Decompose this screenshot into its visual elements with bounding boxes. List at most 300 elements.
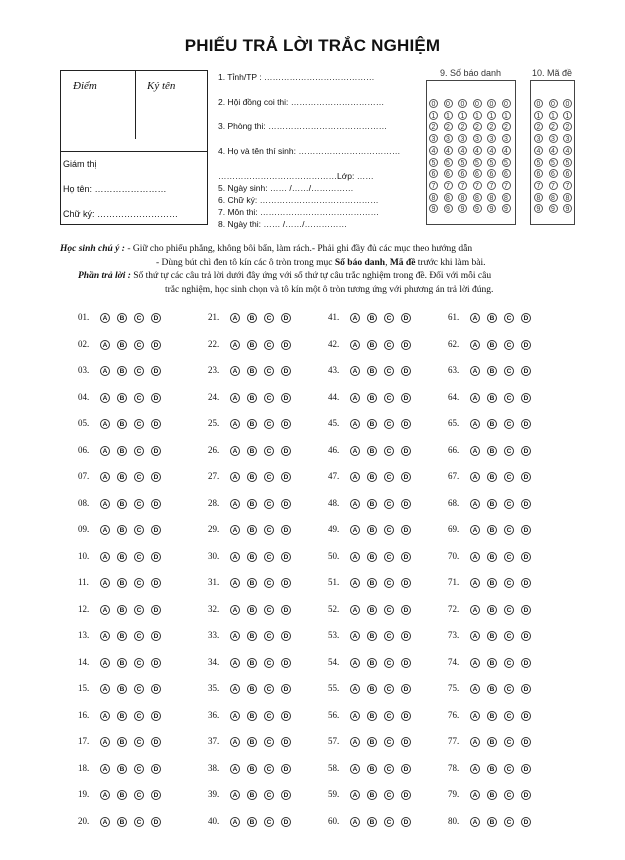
answer-bubble-c[interactable]: C <box>384 393 394 403</box>
id-digit-bubble[interactable]: 1 <box>428 110 439 120</box>
id-digit-bubble[interactable]: 5 <box>457 157 468 167</box>
answer-bubble-c[interactable]: C <box>504 393 514 403</box>
answer-bubble-a[interactable]: A <box>470 790 480 800</box>
answer-bubble-a[interactable]: A <box>230 711 240 721</box>
answer-bubble-c[interactable]: C <box>384 419 394 429</box>
answer-bubble-c[interactable]: C <box>264 499 274 509</box>
answer-bubble-c[interactable]: C <box>384 366 394 376</box>
answer-bubble-b[interactable]: B <box>117 578 127 588</box>
answer-bubble-b[interactable]: B <box>487 525 497 535</box>
answer-bubble-d[interactable]: D <box>521 737 531 747</box>
answer-bubble-d[interactable]: D <box>401 366 411 376</box>
answer-bubble-b[interactable]: B <box>487 419 497 429</box>
answer-bubble-a[interactable]: A <box>470 578 480 588</box>
answer-bubble-a[interactable]: A <box>100 658 110 668</box>
answer-bubble-a[interactable]: A <box>230 446 240 456</box>
id-digit-bubble[interactable]: 1 <box>486 110 497 120</box>
answer-bubble-b[interactable]: B <box>117 472 127 482</box>
answer-bubble-c[interactable]: C <box>264 525 274 535</box>
id-digit-bubble[interactable]: 0 <box>533 98 544 108</box>
answer-bubble-d[interactable]: D <box>401 684 411 694</box>
answer-bubble-d[interactable]: D <box>151 764 161 774</box>
answer-bubble-a[interactable]: A <box>100 446 110 456</box>
answer-bubble-a[interactable]: A <box>350 419 360 429</box>
id-digit-bubble[interactable]: 6 <box>457 168 468 178</box>
answer-bubble-c[interactable]: C <box>134 658 144 668</box>
answer-bubble-d[interactable]: D <box>281 764 291 774</box>
id-digit-bubble[interactable]: 9 <box>486 203 497 213</box>
answer-bubble-a[interactable]: A <box>350 552 360 562</box>
answer-bubble-d[interactable]: D <box>281 605 291 615</box>
id-digit-bubble[interactable]: 6 <box>548 168 559 178</box>
answer-bubble-a[interactable]: A <box>470 340 480 350</box>
answer-bubble-b[interactable]: B <box>117 631 127 641</box>
answer-bubble-d[interactable]: D <box>401 790 411 800</box>
exam-date-field[interactable]: 8. Ngày thi: …… /……/…………… <box>218 219 347 229</box>
answer-bubble-a[interactable]: A <box>350 737 360 747</box>
id-digit-bubble[interactable]: 9 <box>501 203 512 213</box>
answer-bubble-c[interactable]: C <box>134 340 144 350</box>
id-digit-bubble[interactable]: 8 <box>562 192 573 202</box>
answer-bubble-b[interactable]: B <box>247 631 257 641</box>
answer-bubble-d[interactable]: D <box>151 817 161 827</box>
id-digit-bubble[interactable]: 4 <box>428 145 439 155</box>
answer-bubble-b[interactable]: B <box>367 446 377 456</box>
answer-bubble-d[interactable]: D <box>281 711 291 721</box>
id-digit-bubble[interactable]: 4 <box>501 145 512 155</box>
answer-bubble-d[interactable]: D <box>521 790 531 800</box>
id-digit-bubble[interactable]: 4 <box>472 145 483 155</box>
answer-bubble-c[interactable]: C <box>134 366 144 376</box>
id-digit-bubble[interactable]: 1 <box>472 110 483 120</box>
answer-bubble-a[interactable]: A <box>100 499 110 509</box>
answer-bubble-a[interactable]: A <box>230 631 240 641</box>
id-digit-bubble[interactable]: 5 <box>501 157 512 167</box>
id-digit-bubble[interactable]: 7 <box>443 180 454 190</box>
answer-bubble-a[interactable]: A <box>470 631 480 641</box>
id-digit-bubble[interactable]: 1 <box>562 110 573 120</box>
answer-bubble-a[interactable]: A <box>230 578 240 588</box>
answer-bubble-a[interactable]: A <box>470 366 480 376</box>
answer-bubble-c[interactable]: C <box>384 658 394 668</box>
answer-bubble-b[interactable]: B <box>367 711 377 721</box>
answer-bubble-a[interactable]: A <box>230 472 240 482</box>
answer-bubble-d[interactable]: D <box>281 552 291 562</box>
answer-bubble-a[interactable]: A <box>230 684 240 694</box>
answer-bubble-b[interactable]: B <box>247 817 257 827</box>
answer-bubble-b[interactable]: B <box>367 684 377 694</box>
answer-bubble-a[interactable]: A <box>470 711 480 721</box>
answer-bubble-c[interactable]: C <box>134 684 144 694</box>
answer-bubble-b[interactable]: B <box>367 552 377 562</box>
answer-bubble-b[interactable]: B <box>487 446 497 456</box>
answer-bubble-d[interactable]: D <box>151 631 161 641</box>
answer-bubble-b[interactable]: B <box>247 499 257 509</box>
id-digit-bubble[interactable]: 1 <box>533 110 544 120</box>
answer-bubble-c[interactable]: C <box>264 578 274 588</box>
answer-bubble-b[interactable]: B <box>117 658 127 668</box>
answer-bubble-c[interactable]: C <box>134 817 144 827</box>
answer-bubble-b[interactable]: B <box>117 605 127 615</box>
answer-bubble-a[interactable]: A <box>100 790 110 800</box>
answer-bubble-a[interactable]: A <box>350 472 360 482</box>
answer-bubble-a[interactable]: A <box>230 340 240 350</box>
answer-bubble-c[interactable]: C <box>504 578 514 588</box>
id-digit-bubble[interactable]: 1 <box>548 110 559 120</box>
id-digit-bubble[interactable]: 8 <box>533 192 544 202</box>
answer-bubble-d[interactable]: D <box>151 419 161 429</box>
id-digit-bubble[interactable]: 5 <box>548 157 559 167</box>
id-digit-bubble[interactable]: 9 <box>472 203 483 213</box>
answer-bubble-a[interactable]: A <box>350 525 360 535</box>
answer-bubble-c[interactable]: C <box>504 446 514 456</box>
id-digit-bubble[interactable]: 5 <box>428 157 439 167</box>
answer-bubble-a[interactable]: A <box>100 393 110 403</box>
answer-bubble-d[interactable]: D <box>401 340 411 350</box>
answer-bubble-a[interactable]: A <box>350 684 360 694</box>
answer-bubble-b[interactable]: B <box>487 472 497 482</box>
answer-bubble-b[interactable]: B <box>367 578 377 588</box>
answer-bubble-d[interactable]: D <box>151 790 161 800</box>
answer-bubble-c[interactable]: C <box>504 313 514 323</box>
answer-bubble-a[interactable]: A <box>350 446 360 456</box>
answer-bubble-c[interactable]: C <box>384 313 394 323</box>
id-digit-bubble[interactable]: 3 <box>443 133 454 143</box>
answer-bubble-c[interactable]: C <box>504 525 514 535</box>
answer-bubble-c[interactable]: C <box>264 393 274 403</box>
answer-bubble-d[interactable]: D <box>401 578 411 588</box>
answer-bubble-a[interactable]: A <box>470 446 480 456</box>
answer-bubble-c[interactable]: C <box>504 790 514 800</box>
answer-bubble-b[interactable]: B <box>367 419 377 429</box>
answer-bubble-a[interactable]: A <box>470 817 480 827</box>
answer-bubble-d[interactable]: D <box>281 658 291 668</box>
answer-bubble-d[interactable]: D <box>151 684 161 694</box>
answer-bubble-d[interactable]: D <box>281 737 291 747</box>
id-digit-bubble[interactable]: 9 <box>443 203 454 213</box>
answer-bubble-b[interactable]: B <box>487 658 497 668</box>
id-digit-bubble[interactable]: 0 <box>501 98 512 108</box>
answer-bubble-c[interactable]: C <box>264 313 274 323</box>
answer-bubble-a[interactable]: A <box>350 817 360 827</box>
answer-bubble-b[interactable]: B <box>367 499 377 509</box>
answer-bubble-d[interactable]: D <box>151 605 161 615</box>
answer-bubble-b[interactable]: B <box>117 313 127 323</box>
id-digit-bubble[interactable]: 8 <box>457 192 468 202</box>
answer-bubble-d[interactable]: D <box>401 552 411 562</box>
answer-bubble-d[interactable]: D <box>151 525 161 535</box>
answer-bubble-b[interactable]: B <box>487 737 497 747</box>
answer-bubble-c[interactable]: C <box>384 525 394 535</box>
answer-bubble-d[interactable]: D <box>281 578 291 588</box>
answer-bubble-d[interactable]: D <box>281 817 291 827</box>
answer-bubble-c[interactable]: C <box>504 817 514 827</box>
answer-bubble-a[interactable]: A <box>470 472 480 482</box>
answer-bubble-c[interactable]: C <box>134 578 144 588</box>
answer-bubble-b[interactable]: B <box>367 817 377 827</box>
answer-bubble-d[interactable]: D <box>281 525 291 535</box>
answer-bubble-d[interactable]: D <box>151 658 161 668</box>
candidate-name-field[interactable]: 4. Họ và tên thí sinh: ……………………………… <box>218 146 401 156</box>
id-digit-bubble[interactable]: 9 <box>562 203 573 213</box>
answer-bubble-d[interactable]: D <box>521 578 531 588</box>
answer-bubble-d[interactable]: D <box>521 340 531 350</box>
id-digit-bubble[interactable]: 3 <box>428 133 439 143</box>
answer-bubble-a[interactable]: A <box>230 790 240 800</box>
answer-bubble-c[interactable]: C <box>264 472 274 482</box>
id-digit-bubble[interactable]: 3 <box>533 133 544 143</box>
id-digit-bubble[interactable]: 0 <box>428 98 439 108</box>
answer-bubble-b[interactable]: B <box>247 684 257 694</box>
answer-bubble-c[interactable]: C <box>384 552 394 562</box>
answer-bubble-c[interactable]: C <box>264 552 274 562</box>
answer-bubble-a[interactable]: A <box>350 790 360 800</box>
answer-bubble-d[interactable]: D <box>521 419 531 429</box>
answer-bubble-c[interactable]: C <box>264 711 274 721</box>
answer-bubble-b[interactable]: B <box>487 764 497 774</box>
class-field[interactable]: ……………………………………Lớp: …… <box>218 171 374 181</box>
answer-bubble-b[interactable]: B <box>247 711 257 721</box>
id-digit-bubble[interactable]: 3 <box>486 133 497 143</box>
proctor-signature-field[interactable]: Chữ ký: ……………………… <box>63 209 179 219</box>
answer-bubble-b[interactable]: B <box>367 631 377 641</box>
answer-bubble-a[interactable]: A <box>350 711 360 721</box>
answer-bubble-c[interactable]: C <box>384 499 394 509</box>
id-digit-bubble[interactable]: 9 <box>548 203 559 213</box>
proctor-name-field[interactable]: Họ tên: …………………… <box>63 184 167 194</box>
answer-bubble-c[interactable]: C <box>384 790 394 800</box>
id-digit-bubble[interactable]: 4 <box>457 145 468 155</box>
answer-bubble-b[interactable]: B <box>487 313 497 323</box>
answer-bubble-c[interactable]: C <box>264 340 274 350</box>
answer-bubble-c[interactable]: C <box>134 525 144 535</box>
id-digit-bubble[interactable]: 3 <box>501 133 512 143</box>
answer-bubble-a[interactable]: A <box>230 393 240 403</box>
id-digit-bubble[interactable]: 2 <box>443 121 454 131</box>
answer-bubble-b[interactable]: B <box>487 790 497 800</box>
answer-bubble-b[interactable]: B <box>487 393 497 403</box>
answer-bubble-a[interactable]: A <box>100 340 110 350</box>
answer-bubble-b[interactable]: B <box>117 684 127 694</box>
answer-bubble-a[interactable]: A <box>230 605 240 615</box>
answer-bubble-d[interactable]: D <box>151 578 161 588</box>
answer-bubble-d[interactable]: D <box>401 499 411 509</box>
answer-bubble-b[interactable]: B <box>117 366 127 376</box>
answer-bubble-d[interactable]: D <box>521 472 531 482</box>
id-digit-bubble[interactable]: 9 <box>533 203 544 213</box>
id-digit-bubble[interactable]: 0 <box>486 98 497 108</box>
id-digit-bubble[interactable]: 0 <box>472 98 483 108</box>
id-digit-bubble[interactable]: 4 <box>533 145 544 155</box>
answer-bubble-b[interactable]: B <box>247 419 257 429</box>
answer-bubble-b[interactable]: B <box>117 790 127 800</box>
province-field[interactable]: 1. Tỉnh/TP : ………………………………… <box>218 72 375 82</box>
answer-bubble-b[interactable]: B <box>487 499 497 509</box>
answer-bubble-a[interactable]: A <box>100 366 110 376</box>
answer-bubble-d[interactable]: D <box>401 631 411 641</box>
answer-bubble-c[interactable]: C <box>504 605 514 615</box>
id-digit-bubble[interactable]: 6 <box>501 168 512 178</box>
answer-bubble-a[interactable]: A <box>100 764 110 774</box>
answer-bubble-d[interactable]: D <box>401 419 411 429</box>
id-digit-bubble[interactable]: 7 <box>486 180 497 190</box>
answer-bubble-c[interactable]: C <box>264 790 274 800</box>
id-digit-bubble[interactable]: 2 <box>486 121 497 131</box>
answer-bubble-d[interactable]: D <box>281 631 291 641</box>
id-digit-bubble[interactable]: 5 <box>472 157 483 167</box>
answer-bubble-a[interactable]: A <box>350 366 360 376</box>
subject-field[interactable]: 7. Môn thi: …………………………………… <box>218 207 380 217</box>
answer-bubble-a[interactable]: A <box>350 605 360 615</box>
answer-bubble-b[interactable]: B <box>247 737 257 747</box>
answer-bubble-a[interactable]: A <box>470 684 480 694</box>
answer-bubble-c[interactable]: C <box>384 631 394 641</box>
id-digit-bubble[interactable]: 2 <box>428 121 439 131</box>
answer-bubble-c[interactable]: C <box>504 684 514 694</box>
id-digit-bubble[interactable]: 5 <box>486 157 497 167</box>
id-digit-bubble[interactable]: 8 <box>486 192 497 202</box>
answer-bubble-d[interactable]: D <box>151 446 161 456</box>
answer-bubble-a[interactable]: A <box>350 764 360 774</box>
answer-bubble-a[interactable]: A <box>350 631 360 641</box>
id-digit-bubble[interactable]: 2 <box>472 121 483 131</box>
answer-bubble-c[interactable]: C <box>504 631 514 641</box>
answer-bubble-a[interactable]: A <box>230 366 240 376</box>
answer-bubble-c[interactable]: C <box>264 684 274 694</box>
answer-bubble-c[interactable]: C <box>264 658 274 668</box>
answer-bubble-b[interactable]: B <box>367 313 377 323</box>
answer-bubble-d[interactable]: D <box>151 552 161 562</box>
id-digit-bubble[interactable]: 6 <box>486 168 497 178</box>
id-digit-bubble[interactable]: 3 <box>548 133 559 143</box>
answer-bubble-d[interactable]: D <box>281 499 291 509</box>
answer-bubble-c[interactable]: C <box>264 817 274 827</box>
answer-bubble-d[interactable]: D <box>521 605 531 615</box>
answer-bubble-d[interactable]: D <box>281 366 291 376</box>
answer-bubble-b[interactable]: B <box>247 366 257 376</box>
answer-bubble-a[interactable]: A <box>100 711 110 721</box>
id-digit-bubble[interactable]: 7 <box>501 180 512 190</box>
id-digit-bubble[interactable]: 3 <box>472 133 483 143</box>
answer-bubble-d[interactable]: D <box>521 711 531 721</box>
answer-bubble-c[interactable]: C <box>384 711 394 721</box>
answer-bubble-c[interactable]: C <box>134 605 144 615</box>
answer-bubble-b[interactable]: B <box>367 658 377 668</box>
answer-bubble-b[interactable]: B <box>487 711 497 721</box>
id-digit-bubble[interactable]: 8 <box>548 192 559 202</box>
answer-bubble-a[interactable]: A <box>470 525 480 535</box>
answer-bubble-a[interactable]: A <box>470 499 480 509</box>
answer-bubble-c[interactable]: C <box>504 658 514 668</box>
id-digit-bubble[interactable]: 7 <box>472 180 483 190</box>
answer-bubble-b[interactable]: B <box>247 605 257 615</box>
answer-bubble-d[interactable]: D <box>401 605 411 615</box>
answer-bubble-b[interactable]: B <box>487 340 497 350</box>
id-digit-bubble[interactable]: 9 <box>457 203 468 213</box>
answer-bubble-b[interactable]: B <box>367 737 377 747</box>
id-digit-bubble[interactable]: 0 <box>443 98 454 108</box>
answer-bubble-b[interactable]: B <box>487 684 497 694</box>
id-digit-bubble[interactable]: 5 <box>443 157 454 167</box>
answer-bubble-d[interactable]: D <box>401 737 411 747</box>
answer-bubble-b[interactable]: B <box>487 631 497 641</box>
id-digit-bubble[interactable]: 2 <box>548 121 559 131</box>
id-digit-bubble[interactable]: 8 <box>472 192 483 202</box>
answer-bubble-b[interactable]: B <box>117 552 127 562</box>
answer-bubble-d[interactable]: D <box>521 631 531 641</box>
answer-bubble-b[interactable]: B <box>117 393 127 403</box>
answer-bubble-c[interactable]: C <box>264 631 274 641</box>
answer-bubble-d[interactable]: D <box>151 472 161 482</box>
answer-bubble-b[interactable]: B <box>367 605 377 615</box>
id-digit-bubble[interactable]: 4 <box>562 145 573 155</box>
answer-bubble-d[interactable]: D <box>151 499 161 509</box>
answer-bubble-d[interactable]: D <box>521 499 531 509</box>
answer-bubble-c[interactable]: C <box>264 419 274 429</box>
answer-bubble-c[interactable]: C <box>384 684 394 694</box>
answer-bubble-d[interactable]: D <box>151 393 161 403</box>
answer-bubble-d[interactable]: D <box>151 313 161 323</box>
answer-bubble-b[interactable]: B <box>247 393 257 403</box>
answer-bubble-c[interactable]: C <box>134 499 144 509</box>
id-digit-bubble[interactable]: 2 <box>457 121 468 131</box>
answer-bubble-b[interactable]: B <box>247 790 257 800</box>
id-digit-bubble[interactable]: 2 <box>533 121 544 131</box>
answer-bubble-d[interactable]: D <box>281 419 291 429</box>
answer-bubble-d[interactable]: D <box>521 525 531 535</box>
answer-bubble-a[interactable]: A <box>350 340 360 350</box>
answer-bubble-d[interactable]: D <box>401 658 411 668</box>
answer-bubble-b[interactable]: B <box>367 472 377 482</box>
answer-bubble-d[interactable]: D <box>281 313 291 323</box>
answer-bubble-a[interactable]: A <box>230 764 240 774</box>
id-digit-bubble[interactable]: 0 <box>457 98 468 108</box>
id-digit-bubble[interactable]: 6 <box>472 168 483 178</box>
id-digit-bubble[interactable]: 6 <box>562 168 573 178</box>
answer-bubble-c[interactable]: C <box>384 578 394 588</box>
id-digit-bubble[interactable]: 9 <box>428 203 439 213</box>
answer-bubble-c[interactable]: C <box>264 764 274 774</box>
answer-bubble-b[interactable]: B <box>117 817 127 827</box>
answer-bubble-c[interactable]: C <box>134 446 144 456</box>
answer-bubble-a[interactable]: A <box>230 313 240 323</box>
answer-bubble-c[interactable]: C <box>134 790 144 800</box>
answer-bubble-b[interactable]: B <box>367 525 377 535</box>
answer-bubble-c[interactable]: C <box>384 605 394 615</box>
answer-bubble-c[interactable]: C <box>504 552 514 562</box>
answer-bubble-c[interactable]: C <box>384 340 394 350</box>
answer-bubble-a[interactable]: A <box>470 737 480 747</box>
answer-bubble-a[interactable]: A <box>100 605 110 615</box>
answer-bubble-d[interactable]: D <box>521 764 531 774</box>
answer-bubble-b[interactable]: B <box>487 817 497 827</box>
answer-bubble-a[interactable]: A <box>230 499 240 509</box>
answer-bubble-b[interactable]: B <box>487 578 497 588</box>
id-digit-bubble[interactable]: 6 <box>428 168 439 178</box>
answer-bubble-b[interactable]: B <box>117 711 127 721</box>
answer-bubble-b[interactable]: B <box>247 578 257 588</box>
id-digit-bubble[interactable]: 2 <box>501 121 512 131</box>
answer-bubble-b[interactable]: B <box>247 446 257 456</box>
answer-bubble-a[interactable]: A <box>100 684 110 694</box>
answer-bubble-b[interactable]: B <box>117 764 127 774</box>
answer-bubble-a[interactable]: A <box>470 658 480 668</box>
answer-bubble-c[interactable]: C <box>134 552 144 562</box>
answer-bubble-c[interactable]: C <box>134 737 144 747</box>
id-digit-bubble[interactable]: 2 <box>562 121 573 131</box>
answer-bubble-c[interactable]: C <box>134 393 144 403</box>
answer-bubble-c[interactable]: C <box>384 817 394 827</box>
